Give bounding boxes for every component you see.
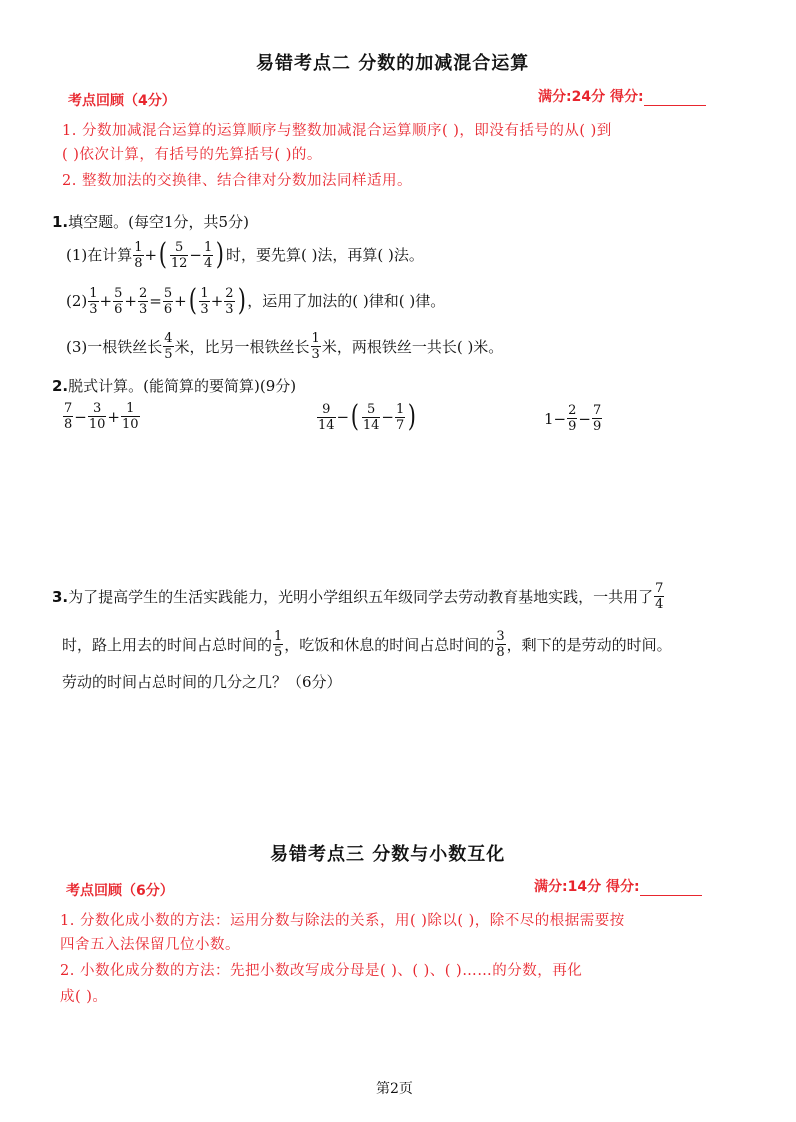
q2-number: 2.	[52, 377, 69, 395]
section2-review-label: 考点回顾（4分）	[68, 93, 176, 109]
q1-part3	[66, 332, 503, 361]
fraction: $\frac{5}{6}$	[114, 285, 123, 317]
section2-review-item-2: 2. 整数加法的交换律、结合律对分数加法同样适用。	[62, 173, 412, 189]
q3-line-3: 劳动的时间占总时间的几分之几？（6分）	[62, 673, 342, 691]
fraction: $\frac{2}{3}$	[225, 285, 234, 317]
q3-text-1: 为了提高学生的生活实践能力，光明小学组织五年级同学去劳动教育基地实践，一共用了	[68, 587, 654, 606]
q2-heading-text: 脱式计算。(能简算的要简算)(9分)	[68, 377, 297, 395]
q3-text-2b: ，吃饭和休息的时间占总时间的	[284, 635, 495, 654]
q2-expr-1: $\frac{7}{8}$ − $\frac{3}{10}$ + $\frac{1}{10}$	[64, 401, 139, 432]
fraction: $\frac{1}{5}$	[274, 629, 283, 660]
section3-review-item-2-cont: 成( )。	[60, 989, 108, 1005]
fraction: $\frac{2}{3}$	[138, 285, 148, 317]
q3-text-2a: 时，路上用去的时间占总时间的	[62, 635, 273, 654]
q2-expr-3: 1 − $\frac{2}{9}$ − $\frac{7}{9}$	[544, 403, 602, 434]
q1-part1-prefix: (1)在计算	[66, 246, 133, 264]
section2-score-area	[538, 86, 706, 106]
q1-heading-text: 填空题。(每空1分，共5分)	[68, 213, 249, 231]
fraction: $\frac{1}{3}$	[89, 285, 98, 317]
section3-title: 易错考点三 分数与小数互化	[270, 844, 506, 865]
q3-line-2	[62, 630, 672, 659]
section3-score-blank[interactable]	[640, 881, 702, 896]
fraction: $\frac{4}{5}$	[164, 331, 173, 362]
q1-part1: (1)在计算 $\frac{1}{8}$ + ( $\frac{5}{12}$ − $\frac{1}{4}$ ) 时，要先算( )法，再算( )法。	[66, 237, 424, 272]
page-number: 第2页	[376, 1081, 413, 1097]
fraction: $\frac{7}{9}$	[592, 403, 602, 434]
section3-review-label: 考点回顾（6分）	[66, 883, 174, 899]
q3-text-2c: ，剩下的是劳动的时间。	[506, 635, 672, 654]
section2-score-blank[interactable]	[644, 91, 706, 106]
q1-part3-prefix: (3)一根铁丝长	[66, 337, 163, 356]
fraction: $\frac{5}{12}$	[170, 239, 188, 271]
fraction: $\frac{7}{4}$	[655, 581, 664, 612]
q1-part1-suffix: 时，要先算( )法，再算( )法。	[225, 246, 424, 264]
equals-sign: =	[149, 292, 162, 310]
fraction: $\frac{5}{6}$	[163, 285, 173, 317]
fraction: $\frac{7}{8}$	[64, 401, 73, 432]
q3-number: 3.	[52, 587, 69, 606]
section3-review-item-1: 1. 分数化成小数的方法：运用分数与除法的关系，用( )除以( )，除不尽的根据需要按	[60, 913, 625, 929]
fraction: $\frac{2}{9}$	[568, 403, 577, 434]
q1-part3-mid: 米，比另一根铁丝长	[174, 337, 310, 356]
q1-heading	[52, 210, 249, 234]
minus-sign: −	[189, 246, 202, 264]
q1-part2-prefix: (2)	[66, 292, 88, 310]
section3-review-item-1-cont: 四舍五入法保留几位小数。	[60, 937, 240, 953]
fraction: $\frac{1}{7}$	[395, 401, 405, 433]
fraction: $\frac{1}{8}$	[134, 239, 143, 271]
q1-part2: (2) $\frac{1}{3}$ + $\frac{5}{6}$ + $\frac{2}{3}$ = $\frac{5}{6}$ + ( $\frac{1}{3}$ + $\frac{2}{3}$ ) ，运用了加法的( )律和( )律。	[66, 283, 446, 318]
section2-review-item-1: 1. 分数加减混合运算的运算顺序与整数加减混合运算顺序( )，即没有括号的从( )到	[62, 123, 612, 139]
section3-score-area	[534, 876, 702, 896]
q3-line-1	[52, 582, 665, 611]
fraction: $\frac{1}{3}$	[200, 285, 209, 317]
fraction: $\frac{9}{14}$	[318, 401, 335, 433]
fraction: $\frac{3}{10}$	[88, 401, 106, 432]
plus-sign: +	[144, 246, 158, 264]
fraction: $\frac{1}{3}$	[311, 331, 320, 362]
q2-expr-2: $\frac{9}{14}$ − ( $\frac{5}{14}$ − $\frac{1}{7}$ )	[318, 399, 417, 434]
q2-heading	[52, 374, 296, 398]
q1-part3-suffix: 米，两根铁丝一共长( )米。	[321, 337, 504, 356]
q1-number: 1.	[52, 213, 69, 231]
fraction: $\frac{1}{4}$	[203, 239, 213, 271]
section2-review-item-1-cont: ( )依次计算，有括号的先算括号( )的。	[62, 147, 322, 163]
fraction: $\frac{3}{8}$	[496, 629, 505, 660]
section2-score-label: 满分:24分 得分:	[538, 89, 644, 105]
section3-score-label: 满分:14分 得分:	[534, 879, 640, 895]
fraction: $\frac{1}{10}$	[121, 401, 139, 432]
fraction: $\frac{5}{14}$	[362, 401, 380, 433]
q1-part2-suffix: ，运用了加法的( )律和( )律。	[247, 292, 446, 310]
section3-review-item-2: 2. 小数化成分数的方法：先把小数改写成分母是( )、( )、( )……的分数，再化	[60, 963, 583, 979]
section2-title: 易错考点二 分数的加减混合运算	[256, 53, 530, 74]
